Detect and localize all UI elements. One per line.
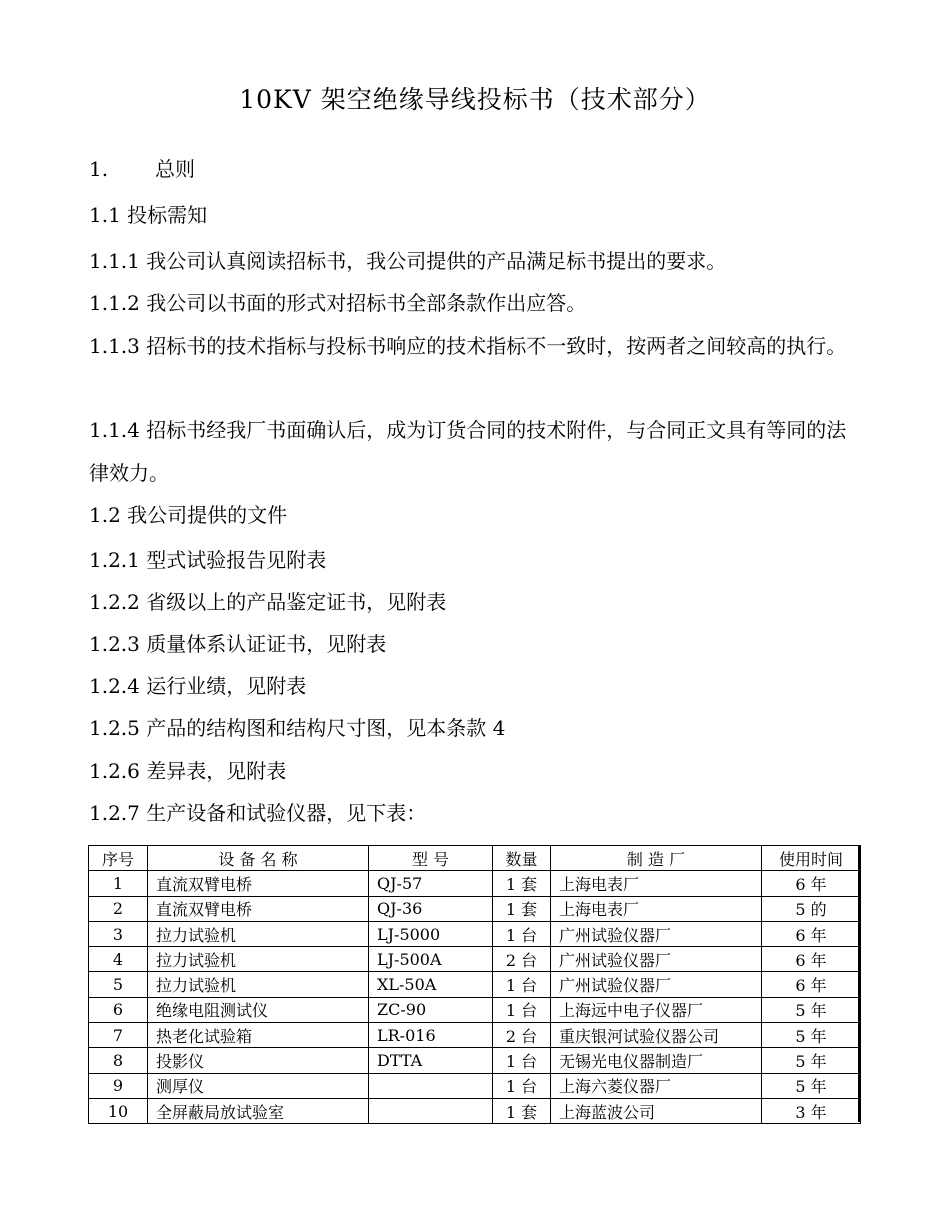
table-cell: 5 年 bbox=[762, 997, 861, 1022]
paragraph: 1.1.2 我公司以书面的形式对招标书全部条款作出应答。 bbox=[89, 291, 587, 315]
table-cell: 1 bbox=[89, 871, 148, 896]
table-cell: 上海远中电子仪器厂 bbox=[551, 997, 762, 1022]
table-cell: 拉力试验机 bbox=[148, 921, 369, 946]
table-right-border bbox=[858, 845, 860, 1122]
table-cell: 2 台 bbox=[493, 947, 551, 972]
table-cell: 7 bbox=[89, 1023, 148, 1048]
table-cell: 1 套 bbox=[493, 1098, 551, 1123]
table-cell: 上海电表厂 bbox=[551, 896, 762, 921]
table-cell: 直流双臂电桥 bbox=[148, 896, 369, 921]
table-cell: 拉力试验机 bbox=[148, 947, 369, 972]
table-cell: 全屏蔽局放试验室 bbox=[148, 1098, 369, 1123]
table-cell: 1 台 bbox=[493, 1048, 551, 1073]
table-cell: 广州试验仪器厂 bbox=[551, 947, 762, 972]
table-cell: 广州试验仪器厂 bbox=[551, 921, 762, 946]
table-cell: 5 年 bbox=[762, 1073, 861, 1098]
table-cell: 5 bbox=[89, 972, 148, 997]
table-cell: 2 台 bbox=[493, 1023, 551, 1048]
table-cell: 6 年 bbox=[762, 972, 861, 997]
table-cell: LJ-500A bbox=[369, 947, 493, 972]
header-cell: 序号 bbox=[89, 846, 148, 871]
table-row bbox=[89, 947, 861, 972]
table-cell: 5 年 bbox=[762, 1048, 861, 1073]
table-cell: 6 年 bbox=[762, 947, 861, 972]
table-cell: ZC-90 bbox=[369, 997, 493, 1022]
table-cell: 1 台 bbox=[493, 921, 551, 946]
table-cell bbox=[369, 1073, 493, 1098]
table-cell: 上海电表厂 bbox=[551, 871, 762, 896]
paragraph: 1.1.3 招标书的技术指标与投标书响应的技术指标不一致时，按两者之间较高的执行。 bbox=[89, 334, 847, 358]
table-row bbox=[89, 997, 861, 1022]
subsection-heading: 1.2 我公司提供的文件 bbox=[89, 503, 288, 527]
equipment-table bbox=[88, 845, 861, 1124]
table-cell: 6 bbox=[89, 997, 148, 1022]
table-cell: QJ-36 bbox=[369, 896, 493, 921]
table-row bbox=[89, 1048, 861, 1073]
table-cell: 上海六菱仪器厂 bbox=[551, 1073, 762, 1098]
table-cell: 1 套 bbox=[493, 896, 551, 921]
subsection-heading: 1.1 投标需知 bbox=[89, 203, 208, 227]
document-title: 10KV 架空绝缘导线投标书（技术部分） bbox=[239, 85, 711, 114]
table-cell: 9 bbox=[89, 1073, 148, 1098]
table-cell: 绝缘电阻测试仪 bbox=[148, 997, 369, 1022]
table-cell: 1 台 bbox=[493, 972, 551, 997]
paragraph: 1.2.3 质量体系认证证书，见附表 bbox=[89, 632, 387, 656]
paragraph: 1.2.2 省级以上的产品鉴定证书，见附表 bbox=[89, 590, 447, 614]
table-cell: LR-016 bbox=[369, 1023, 493, 1048]
header-cell: 使用时间 bbox=[762, 846, 861, 871]
table-cell: 2 bbox=[89, 896, 148, 921]
header-cell: 数量 bbox=[493, 846, 551, 871]
table-cell: 1 台 bbox=[493, 1073, 551, 1098]
table-cell: 投影仪 bbox=[148, 1048, 369, 1073]
table-cell: LJ-5000 bbox=[369, 921, 493, 946]
table-cell: XL-50A bbox=[369, 972, 493, 997]
table-cell: 5 的 bbox=[762, 896, 861, 921]
table-cell: 重庆银河试验仪器公司 bbox=[551, 1023, 762, 1048]
table-header-row bbox=[89, 846, 861, 871]
table-cell: 4 bbox=[89, 947, 148, 972]
table-cell: 10 bbox=[89, 1098, 148, 1123]
table-cell: QJ-57 bbox=[369, 871, 493, 896]
table-row bbox=[89, 871, 861, 896]
header-cell: 型 号 bbox=[369, 846, 493, 871]
table-cell: 1 套 bbox=[493, 871, 551, 896]
table-cell: 1 台 bbox=[493, 997, 551, 1022]
table-row bbox=[89, 972, 861, 997]
table-row bbox=[89, 1098, 861, 1123]
section-number: 1. bbox=[89, 157, 109, 181]
paragraph: 1.1.4 招标书经我厂书面确认后，成为订货合同的技术附件，与合同正文具有等同的法律效力。 bbox=[89, 418, 847, 485]
section-heading-text: 总则 bbox=[155, 157, 195, 181]
table-cell: 测厚仪 bbox=[148, 1073, 369, 1098]
section-heading bbox=[89, 148, 864, 191]
paragraph: 1.2.1 型式试验报告见附表 bbox=[89, 548, 327, 572]
table-cell: 无锡光电仪器制造厂 bbox=[551, 1048, 762, 1073]
table-cell: 热老化试验箱 bbox=[148, 1023, 369, 1048]
header-cell: 设 备 名 称 bbox=[148, 846, 369, 871]
table-cell: 直流双臂电桥 bbox=[148, 871, 369, 896]
paragraph: 1.1.1 我公司认真阅读招标书，我公司提供的产品满足标书提出的要求。 bbox=[89, 249, 727, 273]
table-cell: 拉力试验机 bbox=[148, 972, 369, 997]
table-cell: DTTA bbox=[369, 1048, 493, 1073]
table-cell: 6 年 bbox=[762, 921, 861, 946]
table-cell bbox=[369, 1098, 493, 1123]
paragraph: 1.2.7 生产设备和试验仪器，见下表： bbox=[89, 801, 427, 825]
paragraph: 1.2.6 差异表，见附表 bbox=[89, 759, 287, 783]
paragraph: 1.2.4 运行业绩，见附表 bbox=[89, 674, 307, 698]
table-cell: 6 年 bbox=[762, 871, 861, 896]
table-cell: 广州试验仪器厂 bbox=[551, 972, 762, 997]
table-row bbox=[89, 1023, 861, 1048]
table-cell: 上海蓝波公司 bbox=[551, 1098, 762, 1123]
table-cell: 3 bbox=[89, 921, 148, 946]
table-row bbox=[89, 921, 861, 946]
paragraph: 1.2.5 产品的结构图和结构尺寸图，见本条款 4 bbox=[89, 716, 506, 740]
header-cell: 制 造 厂 bbox=[551, 846, 762, 871]
table-row bbox=[89, 896, 861, 921]
table-cell: 3 年 bbox=[762, 1098, 861, 1123]
table-cell: 5 年 bbox=[762, 1023, 861, 1048]
table-row bbox=[89, 1073, 861, 1098]
table-cell: 8 bbox=[89, 1048, 148, 1073]
